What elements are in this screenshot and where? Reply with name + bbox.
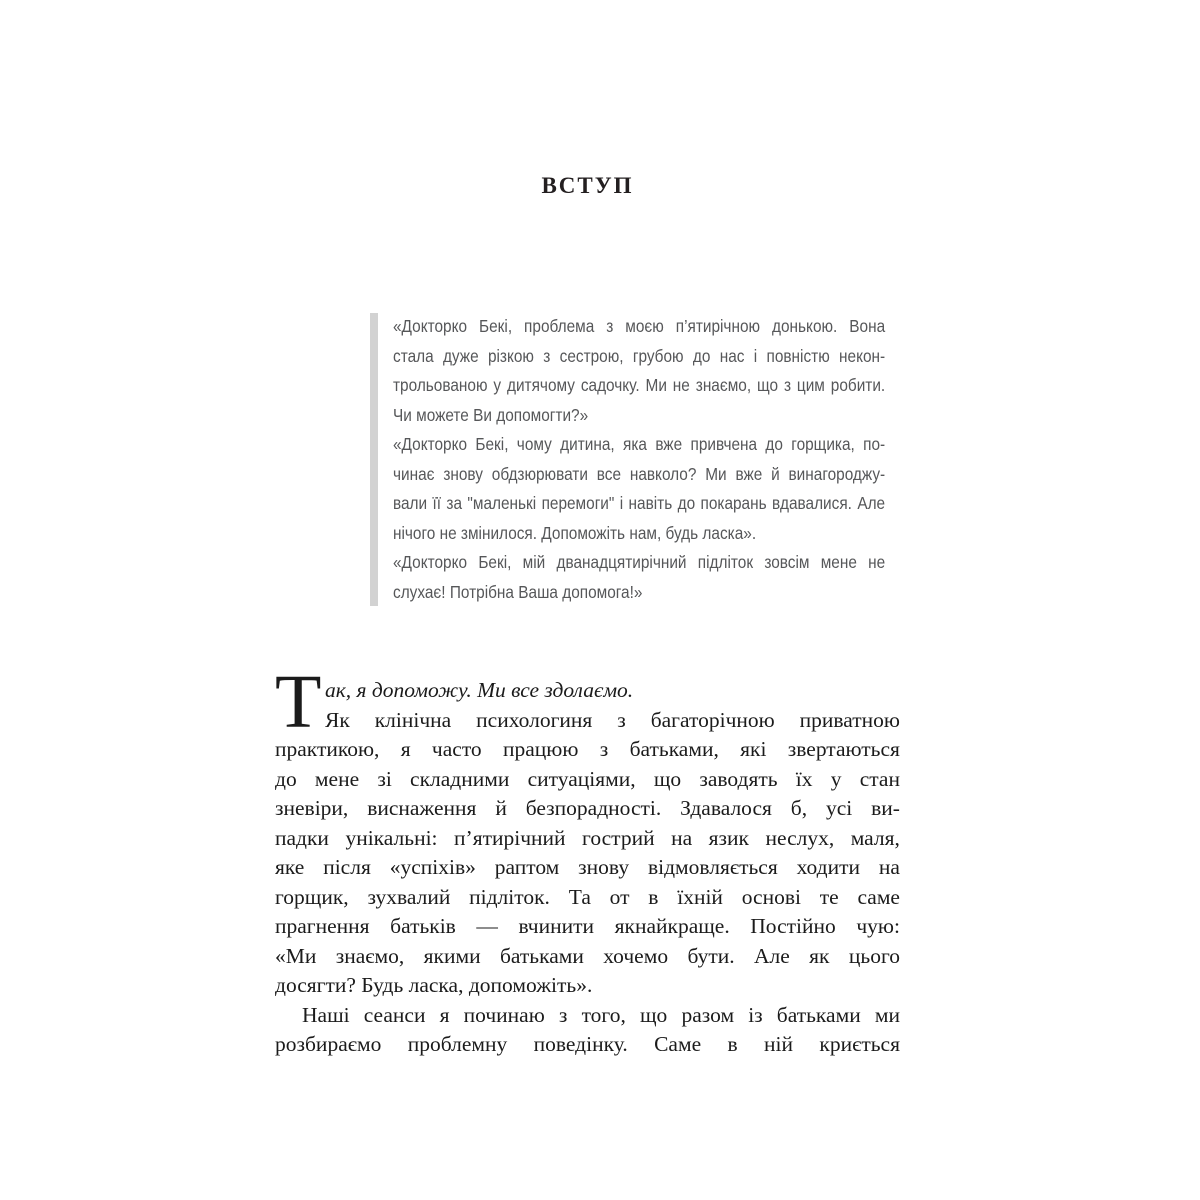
quote-line: вали її за "маленькі перемоги" і навіть до покарань вдавалися. Але: [393, 493, 886, 513]
quote-line: нічого не змінилося. Допоможіть нам, будь ласка».: [393, 522, 757, 543]
quote-line: «Докторко Бекі, чому дитина, яка вже привчена до горщика, по-: [393, 434, 886, 454]
body-line: зневіри, виснаження й безпорадності. Здавалося б, усі ви-: [275, 796, 900, 820]
body-text-block: [275, 660, 900, 1060]
quote-divider-bar: [370, 313, 378, 606]
quote-line: чинає знову обдзюрювати все навколо? Ми вже й винагороджу-: [393, 463, 886, 484]
quote-line: стала дуже різкою з сестрою, грубою до нас і повністю некон-: [393, 345, 886, 366]
lead-sentence: ак, я допоможу. Ми все здолаємо.: [325, 678, 634, 702]
body-line: падки унікальні: п’ятирічний гострий на язик неслух, маля,: [275, 825, 900, 850]
quote-block: [393, 312, 885, 607]
body-line: Наші сеанси я починаю з того, що разом із батьками ми: [302, 1002, 900, 1027]
body-line: Як клінічна психологиня з багаторічною приватною: [325, 707, 900, 732]
quote-line: слухає! Потрібна Ваша допомога!»: [393, 581, 643, 602]
body-line: розбираємо проблемну поведінку. Саме в ній криється: [275, 1032, 900, 1056]
quote-line: «Докторко Бекі, проблема з моєю п’ятирічною донькою. Вона: [393, 316, 886, 336]
body-line: прагнення батьків — вчинити якнайкраще. Постійно чую:: [275, 914, 900, 938]
quote-line: трольованою у дитячому садочку. Ми не знаємо, що з цим робити.: [393, 375, 886, 395]
drop-cap: Т: [275, 660, 322, 744]
quote-line: «Докторко Бекі, мій дванадцятирічний підліток зовсім мене не: [393, 552, 886, 572]
quote-line: Чи можете Ви допомогти?»: [393, 404, 589, 425]
body-line: «Ми знаємо, якими батьками хочемо бути. Але як цього: [275, 943, 900, 968]
body-line: практикою, я часто працюю з батьками, які звертаються: [275, 737, 900, 761]
chapter-title: ВСТУП: [541, 173, 634, 198]
body-line: досягти? Будь ласка, допоможіть».: [275, 973, 593, 997]
body-line: яке після «успіхів» раптом знову відмовляється ходити на: [275, 855, 900, 879]
body-line: до мене зі складними ситуаціями, що заводять їх у стан: [275, 766, 900, 791]
body-line: горщик, зухвалий підліток. Та от в їхній основі те саме: [275, 884, 900, 909]
